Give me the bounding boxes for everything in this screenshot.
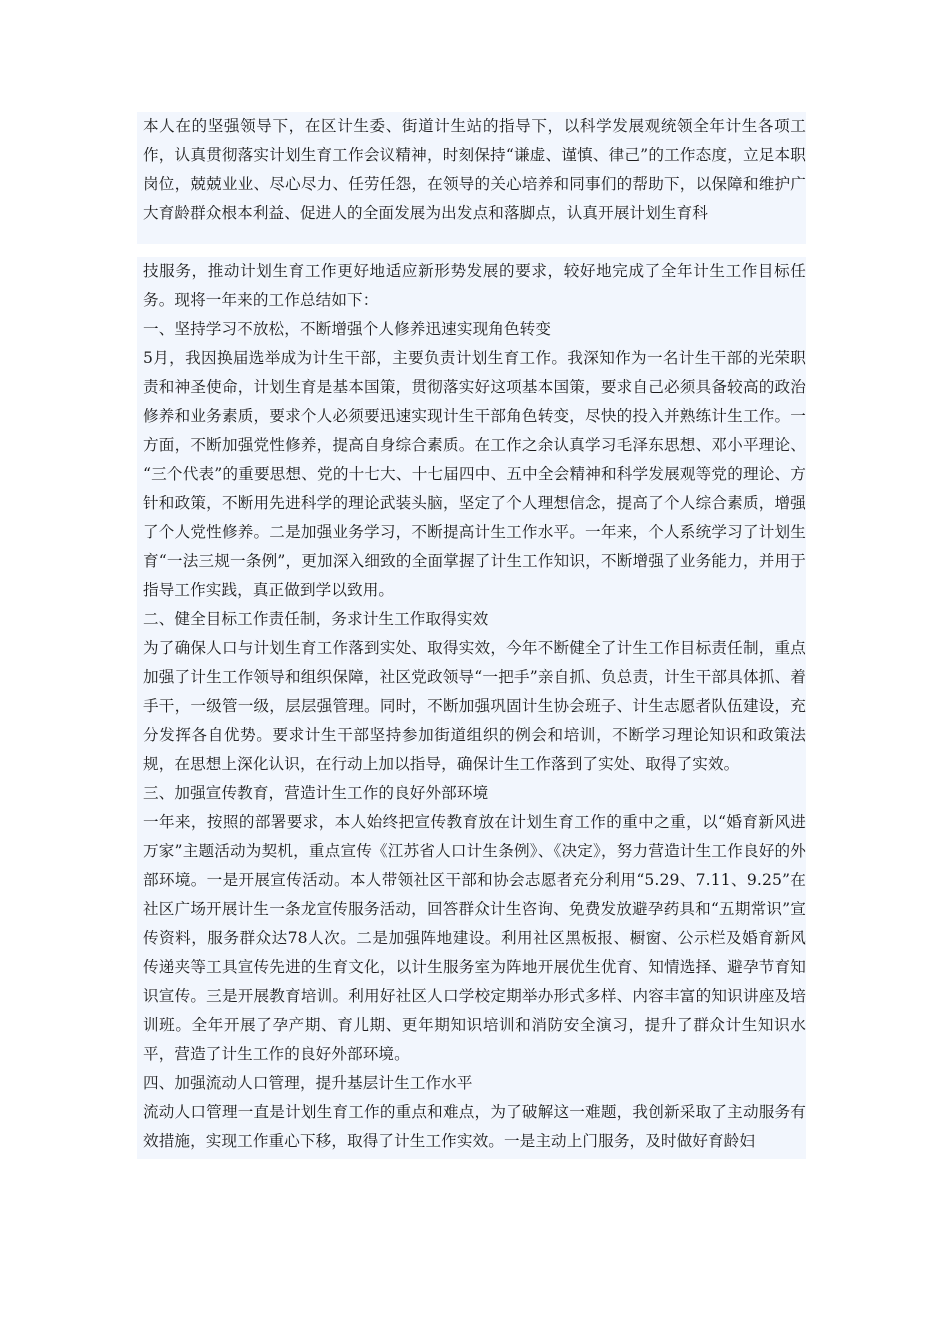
section-heading-3: 三、加强宣传教育，营造计生工作的良好外部环境 (137, 779, 806, 808)
section-2-body: 为了确保人口与计划生育工作落到实处、取得实效，今年不断健全了计生工作目标责任制，重点加强了计生工作领导和组织保障，社区党政领导“一把手”亲自抓、负总责，计生干部具体抓、着手干，一级管一级，层层强管理。同时，不断加强巩固计生协会班子、计生志愿者队伍建设，充分发挥各自优势。要求计生干部坚持参加街道组织的例会和培训，不断学习理论知识和政策法规，在思想上深化认识，在行动上加以指导，确保计生工作落到了实处、取得了实效。 (137, 634, 806, 779)
paragraph-lead: 本人在的坚强领导下，在区计生委、街道计生站的指导下，以科学发展观统领全年计生各项工作，认真贯彻落实计划生育工作会议精神，时刻保持“谦虚、谨慎、律己”的工作态度，立足本职岗位，兢兢业业、尽心尽力、任劳任怨，在领导的关心培养和同事们的帮助下，以保障和维护广大育龄群众根本利益、促进人的全面发展为出发点和落脚点，认真开展计划生育科 (137, 112, 806, 244)
section-4-body: 流动人口管理一直是计划生育工作的重点和难点，为了破解这一难题，我创新采取了主动服务有效措施，实现工作重心下移，取得了计生工作实效。一是主动上门服务，及时做好育龄妇 (137, 1098, 806, 1159)
section-heading-1: 一、坚持学习不放松，不断增强个人修养迅速实现角色转变 (137, 315, 806, 344)
section-heading-4: 四、加强流动人口管理，提升基层计生工作水平 (137, 1069, 806, 1098)
paragraph-spacer (137, 244, 806, 257)
section-1-body: 5月，我因换届选举成为计生干部，主要负责计划生育工作。我深知作为一名计生干部的光荣职责和神圣使命，计划生育是基本国策，贯彻落实好这项基本国策，要求自己必须具备较高的政治修养和业务素质，要求个人必须要迅速实现计生干部角色转变，尽快的投入并熟练计生工作。一方面，不断加强党性修养，提高自身综合素质。在工作之余认真学习毛泽东思想、邓小平理论、“三个代表”的重要思想、党的十七大、十七届四中、五中全会精神和科学发展观等党的理论、方针和政策，不断用先进科学的理论武装头脑，坚定了个人理想信念，提高了个人综合素质，增强了个人党性修养。二是加强业务学习，不断提高计生工作水平。一年来，个人系统学习了计划生育“一法三规一条例”，更加深入细致的全面掌握了计生工作知识，不断增强了业务能力，并用于指导工作实践，真正做到学以致用。 (137, 344, 806, 605)
document-text-column (137, 112, 806, 1159)
section-3-body: 一年来，按照的部署要求，本人始终把宣传教育放在计划生育工作的重中之重，以“婚育新风进万家”主题活动为契机，重点宣传《江苏省人口计生条例》、《决定》，努力营造计生工作良好的外部环境。一是开展宣传活动。本人带领社区干部和协会志愿者充分利用“5.29、7.11、9.25”在社区广场开展计生一条龙宣传服务活动，回答群众计生咨询、免费发放避孕药具和“五期常识”宣传资料，服务群众达78人次。二是加强阵地建设。利用社区黑板报、橱窗、公示栏及婚育新风传递夹等工具宣传先进的生育文化，以计生服务室为阵地开展优生优育、知情选择、避孕节育知识宣传。三是开展教育培训。利用好社区人口学校定期举办形式多样、内容丰富的知识讲座及培训班。全年开展了孕产期、育儿期、更年期知识培训和消防安全演习，提升了群众计生知识水平，营造了计生工作的良好外部环境。 (137, 808, 806, 1069)
section-heading-2: 二、健全目标工作责任制，务求计生工作取得实效 (137, 605, 806, 634)
paragraph-lead-continued: 技服务，推动计划生育工作更好地适应新形势发展的要求，较好地完成了全年计生工作目标任务。现将一年来的工作总结如下： (137, 257, 806, 315)
